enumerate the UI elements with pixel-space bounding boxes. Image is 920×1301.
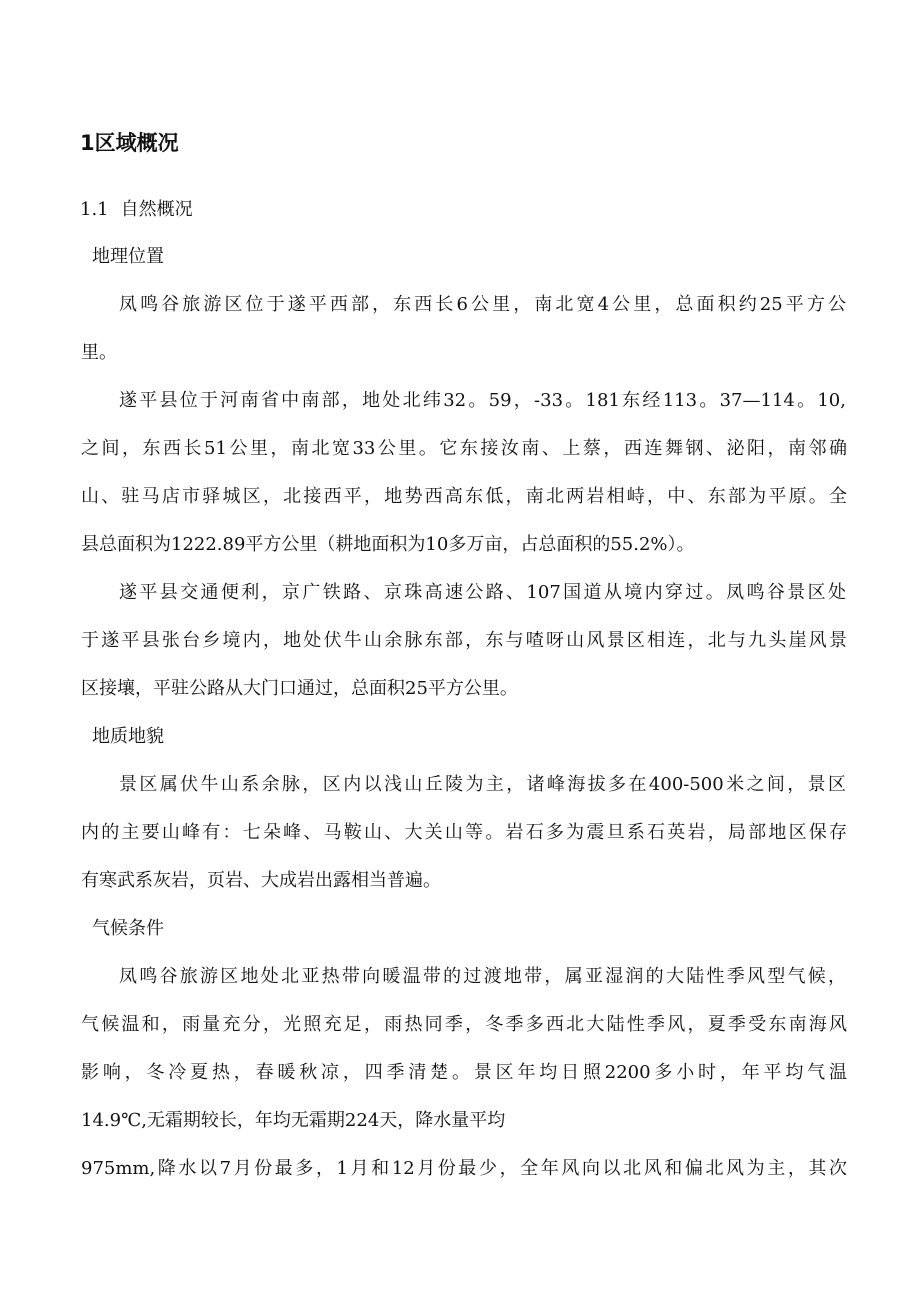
- climate-heading: 气候条件: [92, 918, 164, 939]
- geology-heading: 地质地貌: [92, 726, 164, 747]
- subsection-number: 1.1: [80, 199, 109, 220]
- paragraph-line: 于遂平县张台乡境内，地处伏牛山余脉东部，东与喳呀山风景区相连，北与九头崖风景: [81, 630, 847, 651]
- paragraph-line: 影响，冬冷夏热，春暖秋凉，四季清楚。景区年均日照2200多小时，年平均气温: [81, 1062, 847, 1083]
- paragraph-line: 有寒武系灰岩，页岩、大成岩出露相当普遍。: [81, 870, 441, 891]
- paragraph-line: 凤鸣谷旅游区地处北亚热带向暖温带的过渡地带，属亚湿润的大陆性季风型气候，: [119, 966, 846, 987]
- subsection-title: 自然概况: [120, 199, 193, 220]
- paragraph-line: 县总面积为1222.89平方公里（耕地面积为10多万亩，占总面积的55.2%）。: [81, 534, 695, 555]
- paragraph-line: 975mm,降水以7月份最多，1月和12月份最少，全年风向以北风和偏北风为主，其次: [81, 1158, 847, 1179]
- section-heading: 1区域概况: [80, 131, 179, 155]
- paragraph-line: 内的主要山峰有：七朵峰、马鞍山、大关山等。岩石多为震旦系石英岩，局部地区保存: [81, 822, 847, 843]
- paragraph-line: 遂平县位于河南省中南部，地处北纬32。59，-33。181东经113。37—114。10,: [119, 390, 846, 411]
- subsection-heading: [80, 196, 193, 224]
- paragraph-line: 区接壤，平驻公路从大门口通过，总面积25平方公里。: [81, 678, 518, 699]
- paragraph-line: 凤鸣谷旅游区位于遂平西部，东西长6公里，南北宽4公里，总面积约25平方公: [119, 294, 846, 315]
- paragraph-line: 遂平县交通便利，京广铁路、京珠高速公路、107国道从境内穿过。凤鸣谷景区处: [119, 582, 846, 603]
- paragraph-line: 里。: [81, 342, 117, 363]
- geography-heading: 地理位置: [92, 246, 164, 267]
- paragraph-line: 气候温和，雨量充分，光照充足，雨热同季，冬季多西北大陆性季风，夏季受东南海风: [81, 1014, 847, 1035]
- paragraph-line: 14.9℃,无霜期较长，年均无霜期224天，降水量平均: [81, 1110, 506, 1131]
- paragraph-line: 山、驻马店市驿城区，北接西平，地势西高东低，南北两岩相峙，中、东部为平原。全: [81, 486, 847, 507]
- paragraph-line: 景区属伏牛山系余脉，区内以浅山丘陵为主，诸峰海拔多在400-500米之间，景区: [119, 774, 846, 795]
- paragraph-line: 之间，东西长51公里，南北宽33公里。它东接汝南、上蔡，西连舞钢、泌阳，南邻确: [81, 438, 847, 459]
